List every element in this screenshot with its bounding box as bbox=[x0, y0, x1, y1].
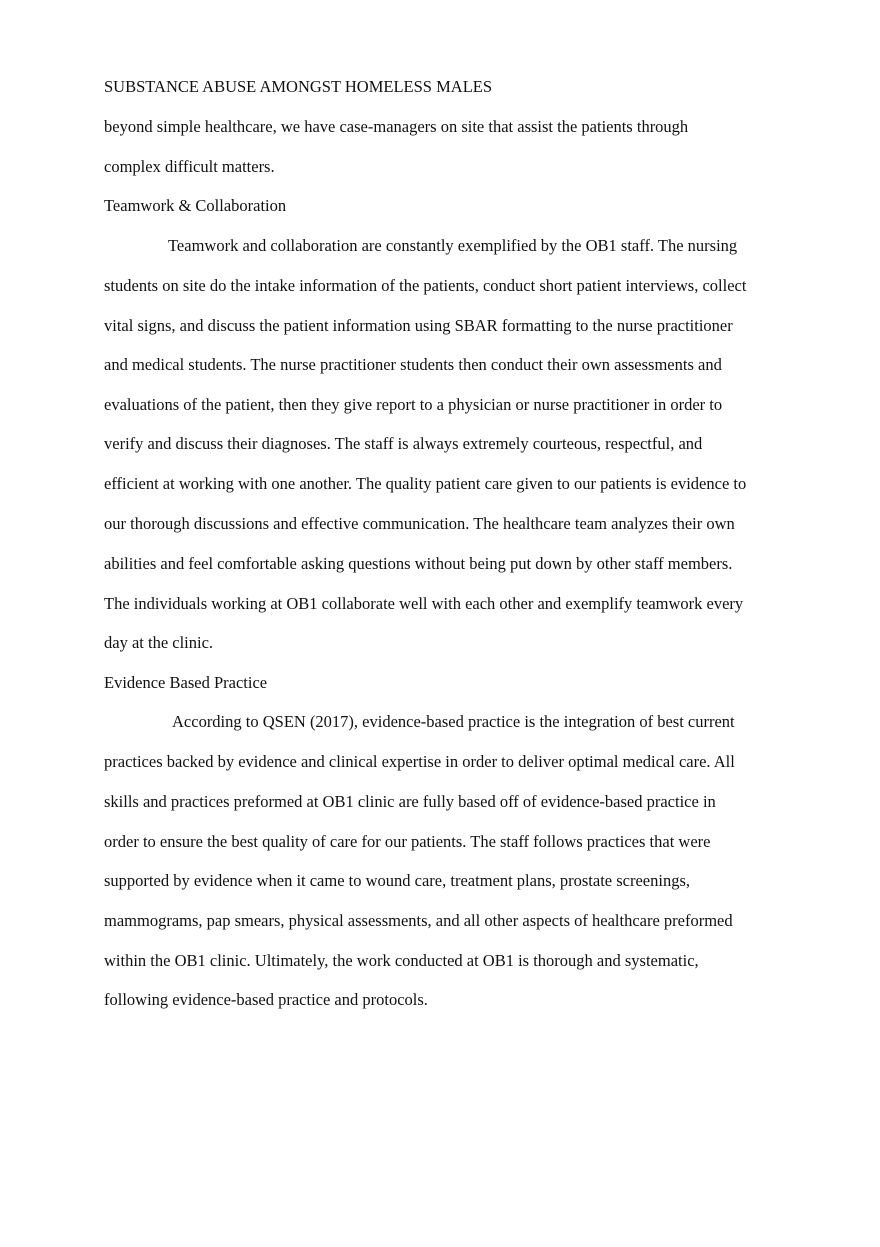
paragraph-line: The individuals working at OB1 collaborate well with each other and exemplify teamwork every bbox=[104, 594, 744, 613]
paragraph-line: skills and practices preformed at OB1 clinic are fully based off of evidence-based practice in bbox=[104, 792, 716, 811]
paragraph-line: practices backed by evidence and clinical expertise in order to deliver optimal medical care. All bbox=[104, 752, 735, 771]
paragraph-line: beyond simple healthcare, we have case-managers on site that assist the patients through bbox=[104, 117, 689, 136]
paragraph-line: abilities and feel comfortable asking questions without being put down by other staff members. bbox=[104, 554, 733, 573]
paragraph-line: within the OB1 clinic. Ultimately, the work conducted at OB1 is thorough and systematic, bbox=[104, 951, 699, 970]
paragraph-line: evaluations of the patient, then they give report to a physician or nurse practitioner in order to bbox=[104, 395, 723, 414]
running-head: SUBSTANCE ABUSE AMONGST HOMELESS MALES bbox=[104, 77, 493, 96]
paragraph-line: students on site do the intake information of the patients, conduct short patient interviews, collect bbox=[104, 276, 747, 295]
paragraph-line: mammograms, pap smears, physical assessments, and all other aspects of healthcare preformed bbox=[104, 911, 733, 930]
paragraph-line: efficient at working with one another. The quality patient care given to our patients is evidence to bbox=[104, 474, 747, 493]
paragraph-line: supported by evidence when it came to wound care, treatment plans, prostate screenings, bbox=[104, 871, 691, 890]
section-heading-teamwork: Teamwork & Collaboration bbox=[104, 196, 287, 215]
section-heading-evidence: Evidence Based Practice bbox=[104, 673, 268, 692]
paragraph-line: Teamwork and collaboration are constantly exemplified by the OB1 staff. The nursing bbox=[168, 236, 738, 255]
paragraph-line: According to QSEN (2017), evidence-based practice is the integration of best current bbox=[172, 712, 735, 731]
paragraph-line: complex difficult matters. bbox=[104, 157, 275, 176]
paragraph-line: verify and discuss their diagnoses. The staff is always extremely courteous, respectful, and bbox=[104, 434, 703, 453]
paragraph-line: our thorough discussions and effective communication. The healthcare team analyzes their own bbox=[104, 514, 735, 533]
paragraph-line: following evidence-based practice and protocols. bbox=[104, 990, 428, 1009]
paragraph-line: day at the clinic. bbox=[104, 633, 214, 652]
paragraph-line: vital signs, and discuss the patient information using SBAR formatting to the nurse practitioner bbox=[104, 316, 733, 335]
paragraph-line: order to ensure the best quality of care for our patients. The staff follows practices that were bbox=[104, 832, 711, 851]
paragraph-line: and medical students. The nurse practitioner students then conduct their own assessments and bbox=[104, 355, 722, 374]
